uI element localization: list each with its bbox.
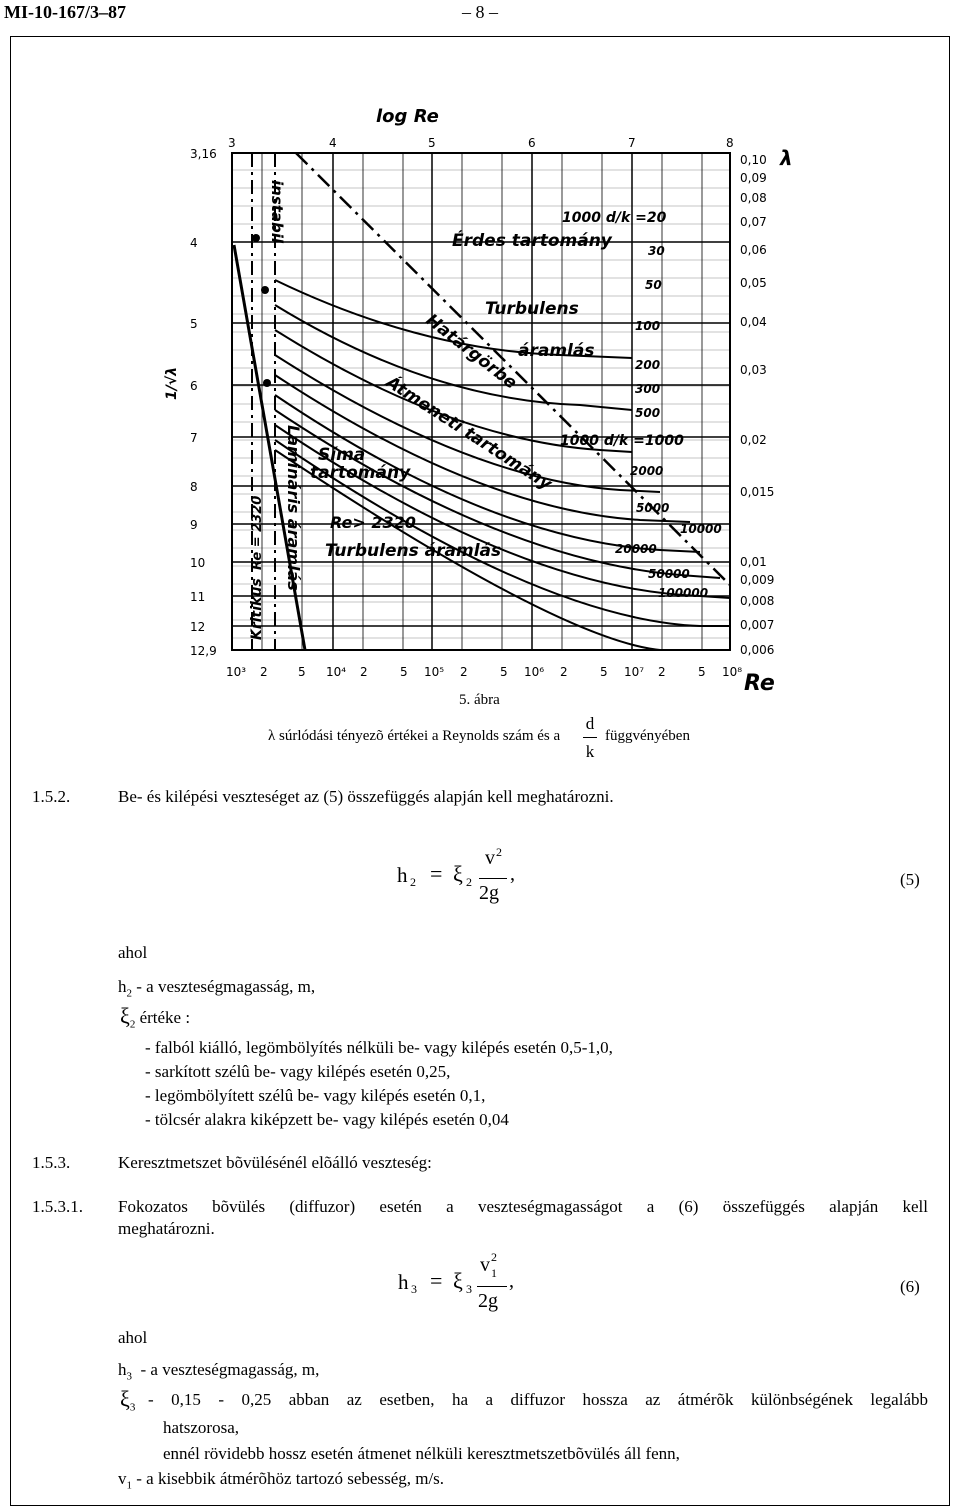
bottom-tick-label: 10⁸ <box>722 665 743 679</box>
xi3-symbol: ξ <box>120 1386 130 1411</box>
top-tick-label: 8 <box>726 136 734 150</box>
h2-definition <box>118 977 315 999</box>
eq5-h-sub: 2 <box>410 875 416 889</box>
list-item: - sarkított szélû be- vagy kilépés esetén 0,25, <box>145 1062 451 1081</box>
right-tick-label: 0,007 <box>740 618 775 632</box>
h3-text: - a veszteségmagasság, m, <box>140 1360 320 1379</box>
dk-value-label: 10000 <box>680 522 722 536</box>
top-tick-label: 4 <box>329 136 337 150</box>
bottom-tick-label: 5 <box>500 665 508 679</box>
right-tick-label: 0,01 <box>740 555 767 569</box>
bottom-tick-label: 10⁵ <box>424 665 445 679</box>
eq5-comma: , <box>510 863 515 885</box>
region-sima: Síma <box>318 445 366 465</box>
list-item: - falból kiálló, legömbölyítés nélküli be- vagy kilépés esetén 0,5-1,0, <box>145 1038 613 1057</box>
dk-value-label: 50000 <box>648 567 690 581</box>
dk-value-label: 100000 <box>658 586 709 600</box>
dk-value-label: 2000 <box>630 464 664 478</box>
dk-value-label: 30 <box>648 244 665 258</box>
xi3-symbol-wrap <box>120 1386 135 1413</box>
xi3-text-line1: - 0,15 - 0,25 abban az esetben, ha a diffuzor hossza az átmérõk különbségének legalább <box>148 1390 928 1409</box>
v1-definition <box>118 1469 444 1491</box>
laminar-marker <box>263 379 271 387</box>
right-tick-label: 0,008 <box>740 594 775 608</box>
region-re2320: Re> 2320 <box>330 513 416 532</box>
top-tick-label: 6 <box>528 136 536 150</box>
equation-label-6: (6) <box>900 1277 920 1296</box>
dk-value-label: 5000 <box>636 501 670 515</box>
eq6-num-sub: 1 <box>491 1266 497 1280</box>
re-axis-label: Re <box>744 671 775 696</box>
right-tick-label: 0,10 <box>740 153 767 167</box>
h3-sub: 3 <box>126 1370 132 1383</box>
list-item: - legömbölyített szélû be- vagy kilépés esetén 0,1, <box>145 1086 486 1105</box>
bottom-tick-label: 5 <box>600 665 608 679</box>
top-tick-label: 3 <box>228 136 236 150</box>
region-sima-tartomany: tartomány <box>310 463 411 483</box>
v1-sub: 1 <box>126 1479 132 1492</box>
eq6-h-sub: 3 <box>411 1282 417 1296</box>
xi3-sub: 3 <box>129 1401 136 1414</box>
bottom-tick-label: 10³ <box>226 665 247 679</box>
eq6-comma: , <box>509 1270 514 1292</box>
dk-value-label: 300 <box>635 382 661 396</box>
h2-symbol: h <box>118 977 127 996</box>
h3-definition <box>118 1360 319 1382</box>
right-tick-label: 0,06 <box>740 243 767 257</box>
right-tick-label: 0,015 <box>740 485 775 499</box>
list-item: - tölcsér alakra kiképzett be- vagy kilépés esetén 0,04 <box>145 1110 509 1129</box>
h3-symbol: h <box>118 1360 127 1379</box>
eq6-fraction-line <box>477 1286 507 1287</box>
document-id: MI-10-167/3–87 <box>4 2 126 22</box>
laminar-marker <box>261 286 269 294</box>
figure-caption-suffix: függvényében <box>605 728 690 744</box>
section-text-1531-line2: meghatározni. <box>118 1219 215 1238</box>
xi2-sub: 2 <box>129 1018 136 1031</box>
region-erdes: Érdes tartomány <box>452 231 612 251</box>
bottom-tick-label: 5 <box>698 665 706 679</box>
ahol-label-2: ahol <box>118 1328 148 1347</box>
left-tick-label: 9 <box>190 518 198 532</box>
eq5-fraction-line <box>479 878 507 879</box>
equation-5 <box>397 845 527 915</box>
v1-text: - a kisebbik átmérõhöz tartozó sebesség, m/s. <box>136 1469 445 1488</box>
right-tick-label: 0,05 <box>740 276 767 290</box>
left-tick-label: 12,9 <box>190 644 217 658</box>
top-tick-label: 5 <box>428 136 436 150</box>
xi2-symbol: ξ <box>120 1003 130 1028</box>
eq5-equals: = <box>430 861 443 886</box>
dk-value-label: 200 <box>635 358 661 372</box>
eq6-h: h <box>398 1270 409 1294</box>
lambda-symbol: λ <box>780 146 793 170</box>
figure-caption-text: λ súrlódási tényezõ értékei a Reynolds szám és a <box>268 728 561 744</box>
section-text-153: Keresztmetszet bõvülésénél elõálló veszteség: <box>118 1153 432 1172</box>
caption-frac-num: d <box>585 714 595 733</box>
xi3-text-line2: hatszorosa, <box>163 1418 240 1437</box>
region-aramlas: áramlás <box>518 341 595 361</box>
right-tick-label: 0,04 <box>740 315 767 329</box>
eq5-h: h <box>397 863 408 887</box>
left-tick-label: 10 <box>190 556 206 570</box>
right-tick-label: 0,08 <box>740 191 767 205</box>
eq6-numerator: v <box>480 1254 490 1276</box>
eq5-numerator: v <box>485 847 495 869</box>
bottom-tick-label: 5 <box>298 665 306 679</box>
section-text-152: Be- és kilépési veszteséget az (5) összefüggés alapján kell meghatározni. <box>118 787 614 806</box>
left-axis-label: 1/√λ <box>164 366 180 400</box>
caption-frac-line <box>583 737 597 738</box>
dk-value-label: 50 <box>645 278 662 292</box>
right-tick-label: 0,09 <box>740 171 767 185</box>
h2-text: - a veszteségmagasság, m, <box>136 977 316 996</box>
eq5-xi: ξ <box>453 861 463 886</box>
region-turbulens-aramlas: Turbulens áramlás <box>325 541 502 561</box>
xi2-text: értéke : <box>139 1008 191 1027</box>
region-kritikus: Kritikus <box>249 578 265 640</box>
v1-symbol: v <box>118 1469 127 1488</box>
equation-label-5: (5) <box>900 870 920 889</box>
h2-sub: 2 <box>126 987 132 1000</box>
left-tick-label: 7 <box>190 431 198 445</box>
region-atmeneti: Átmeneti tartomány <box>382 372 556 495</box>
section-text-1531-line1: Fokozatos bõvülés (diffuzor) esetén a veszteségmagasságot a (6) összefüggés alapján kell <box>118 1197 928 1216</box>
page-number: – 8 – <box>462 2 498 22</box>
eq6-denominator: 2g <box>478 1290 498 1312</box>
top-tick-label: 7 <box>628 136 636 150</box>
bottom-tick-label: 2 <box>460 665 468 679</box>
bottom-tick-label: 10⁴ <box>326 665 347 679</box>
region-instabil: instabil <box>268 180 286 244</box>
left-tick-label: 12 <box>190 620 206 634</box>
ahol-label-1: ahol <box>118 943 148 962</box>
equation-6 <box>398 1250 528 1320</box>
left-tick-label: 5 <box>190 317 198 331</box>
bottom-tick-label: 10⁷ <box>624 665 645 679</box>
right-tick-label: 0,07 <box>740 215 767 229</box>
left-tick-label: 8 <box>190 480 198 494</box>
left-tick-label: 11 <box>190 590 206 604</box>
bottom-tick-label: 2 <box>560 665 568 679</box>
eq5-xi-sub: 2 <box>466 875 472 889</box>
right-tick-label: 0,006 <box>740 643 775 657</box>
section-number-1531: 1.5.3.1. <box>32 1197 83 1216</box>
dk-value-label: 500 <box>635 406 661 420</box>
section-number-153: 1.5.3. <box>32 1153 71 1172</box>
eq6-xi-sub: 3 <box>466 1282 472 1296</box>
bottom-tick-label: 5 <box>400 665 408 679</box>
xi2-definition <box>120 1003 190 1030</box>
figure-number: 5. ábra <box>459 692 500 708</box>
laminar-marker <box>252 234 260 242</box>
bottom-tick-label: 10⁶ <box>524 665 545 679</box>
eq5-denominator: 2g <box>479 882 499 904</box>
caption-frac-den: k <box>585 742 595 761</box>
left-tick-label: 3,16 <box>190 147 217 161</box>
top-axis-label: log Re <box>376 106 439 127</box>
eq6-xi: ξ <box>453 1268 463 1293</box>
bottom-tick-label: 2 <box>260 665 268 679</box>
friction-factor-chart <box>0 0 960 700</box>
bottom-tick-label: 2 <box>658 665 666 679</box>
dk-value-label: 100 <box>635 319 661 333</box>
left-tick-label: 6 <box>190 379 198 393</box>
region-laminaris: Lamináris áramlás <box>284 425 303 591</box>
section-number-152: 1.5.2. <box>32 787 71 806</box>
region-re-eq: Re = 2320 <box>250 495 265 570</box>
xi2-values-list <box>145 1036 613 1132</box>
right-tick-label: 0,02 <box>740 433 767 447</box>
bottom-tick-label: 2 <box>360 665 368 679</box>
right-tick-label: 0,009 <box>740 573 775 587</box>
eq6-equals: = <box>430 1268 443 1293</box>
eq5-num-sup: 2 <box>496 845 502 859</box>
dk-value-label: 20000 <box>615 542 657 556</box>
region-hatargorbe: Határgörbe <box>421 310 521 394</box>
dk-mid-label: 1000 d/k =1000 <box>560 433 684 449</box>
xi3-text-line3: ennél rövidebb hossz esetén átmenet nélküli keresztmetszetbõvülés áll fenn, <box>163 1444 680 1463</box>
region-turbulens: Turbulens <box>485 299 579 319</box>
dk-top-label: 1000 d/k =20 <box>562 210 667 226</box>
eq6-num-sup: 2 <box>491 1250 497 1264</box>
left-tick-label: 4 <box>190 236 198 250</box>
right-tick-label: 0,03 <box>740 363 767 377</box>
